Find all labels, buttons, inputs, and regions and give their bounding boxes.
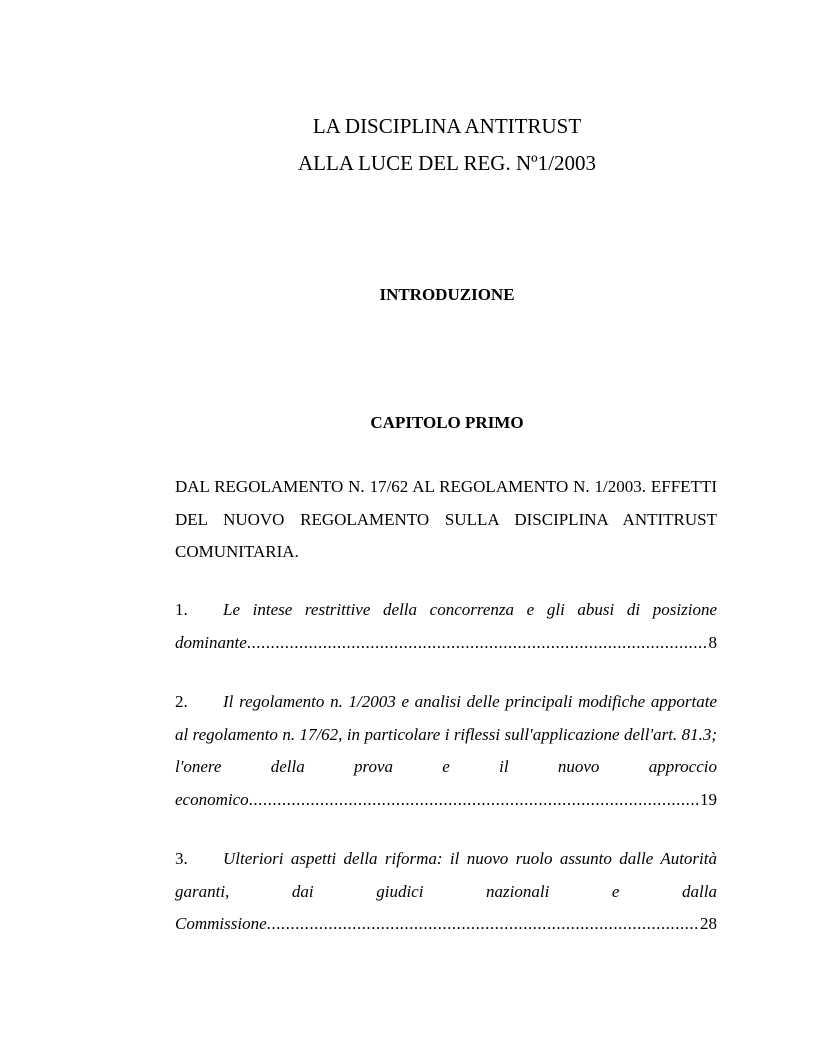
toc-entry-text-end: dominante (175, 632, 247, 652)
toc-entry-text-end: economico (175, 789, 249, 809)
toc-entry-3[interactable] (175, 843, 717, 941)
toc-page-number: 19 (700, 789, 717, 809)
chapter-title: DAL REGOLAMENTO N. 17/62 AL REGOLAMENTO N. 1/2003. EFFETTI DEL NUOVO REGOLAMENTO SULLA DISCIPLINA ANTITRUST COMUNITARIA. (175, 477, 717, 561)
toc-entry-text-end: Commissione (175, 914, 267, 933)
toc-entry-last-line (175, 784, 717, 817)
toc-entry-last-line (175, 627, 717, 660)
toc-entry-number: 1. (175, 600, 188, 619)
dot-leader (249, 784, 700, 817)
toc-entry-text: Il regolamento n. 1/2003 e analisi delle principali modifiche apportate al regolamento n. 17/62, in particolare i riflessi sull'applicazione dell'art. 81.3; l'onere della prova e il nuovo approccio (175, 692, 717, 776)
toc-entry-lead (175, 594, 717, 627)
toc-entry-number: 2. (175, 692, 188, 711)
toc-page-number: 28 (700, 914, 717, 933)
document-title-line-2: ALLA LUCE DEL REG. Nº1/2003 (298, 151, 596, 175)
introduction-heading: INTRODUZIONE (379, 285, 515, 304)
toc-entry-lead (175, 686, 717, 784)
toc-entry-number: 3. (175, 849, 188, 868)
chapter-heading: CAPITOLO PRIMO (370, 413, 524, 432)
toc-page-number: 8 (708, 632, 717, 652)
dot-leader (247, 627, 709, 660)
toc-entry-text: Le intese restrittive della concorrenza e gli abusi di posizione (223, 600, 717, 619)
toc-entry-lead (175, 843, 717, 908)
toc-entry-last-line (175, 908, 717, 941)
toc-entry-1[interactable] (175, 594, 717, 659)
toc-entry-2[interactable] (175, 686, 717, 816)
document-title-line-1: LA DISCIPLINA ANTITRUST (312, 114, 582, 138)
dot-leader (267, 908, 700, 941)
toc-entry-text: Ulteriori aspetti della riforma: il nuovo ruolo assunto dalle Autorità garanti, dai giudici nazionali e dalla (175, 849, 717, 901)
